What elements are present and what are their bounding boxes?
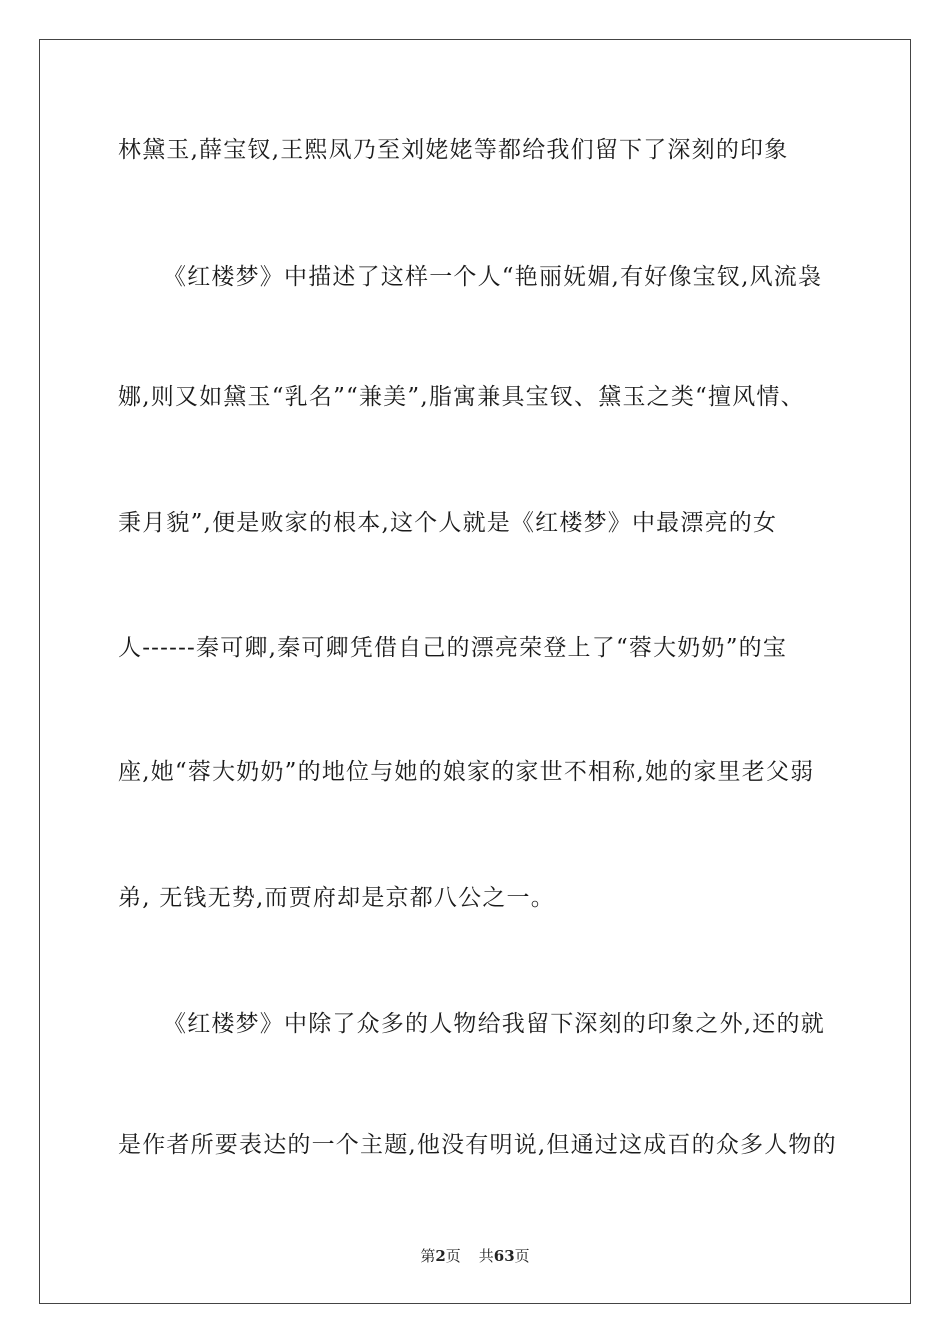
text-line-6: 座,她“蓉大奶奶”的地位与她的娘家的家世不相称,她的家里老父弱 xyxy=(118,759,815,785)
page-border xyxy=(39,39,911,1304)
text-line-1: 林黛玉,薛宝钗,王熙凤乃至刘姥姥等都给我们留下了深刻的印象 xyxy=(118,137,789,163)
page-footer xyxy=(0,1246,950,1266)
footer-total-prefix: 共 xyxy=(478,1247,494,1265)
text-line-3: 娜,则又如黛玉“乳名”“兼美”,脂寓兼具宝钗、黛玉之类“擅风情、 xyxy=(118,384,805,410)
footer-total-pages: 63 xyxy=(493,1247,515,1265)
text-line-5: 人------秦可卿,秦可卿凭借自己的漂亮荣登上了“蓉大奶奶”的宝 xyxy=(118,635,788,661)
text-line-7: 弟, 无钱无势,而贾府却是京都八公之一。 xyxy=(118,885,555,911)
footer-page-suffix: 页 xyxy=(445,1247,461,1265)
text-line-4: 秉月貌”,便是败家的根本,这个人就是《红楼梦》中最漂亮的女 xyxy=(118,510,778,536)
footer-page-number: 2 xyxy=(435,1247,446,1265)
footer-page-prefix: 第 xyxy=(420,1247,436,1265)
text-line-8: 《红楼梦》中除了众多的人物给我留下深刻的印象之外,还的就 xyxy=(163,1011,825,1037)
text-line-9: 是作者所要表达的一个主题,他没有明说,但通过这成百的众多人物的 xyxy=(118,1132,837,1158)
text-line-2: 《红楼梦》中描述了这样一个人“艳丽妩媚,有好像宝钗,风流袅 xyxy=(163,264,823,290)
footer-total-suffix: 页 xyxy=(514,1247,530,1265)
